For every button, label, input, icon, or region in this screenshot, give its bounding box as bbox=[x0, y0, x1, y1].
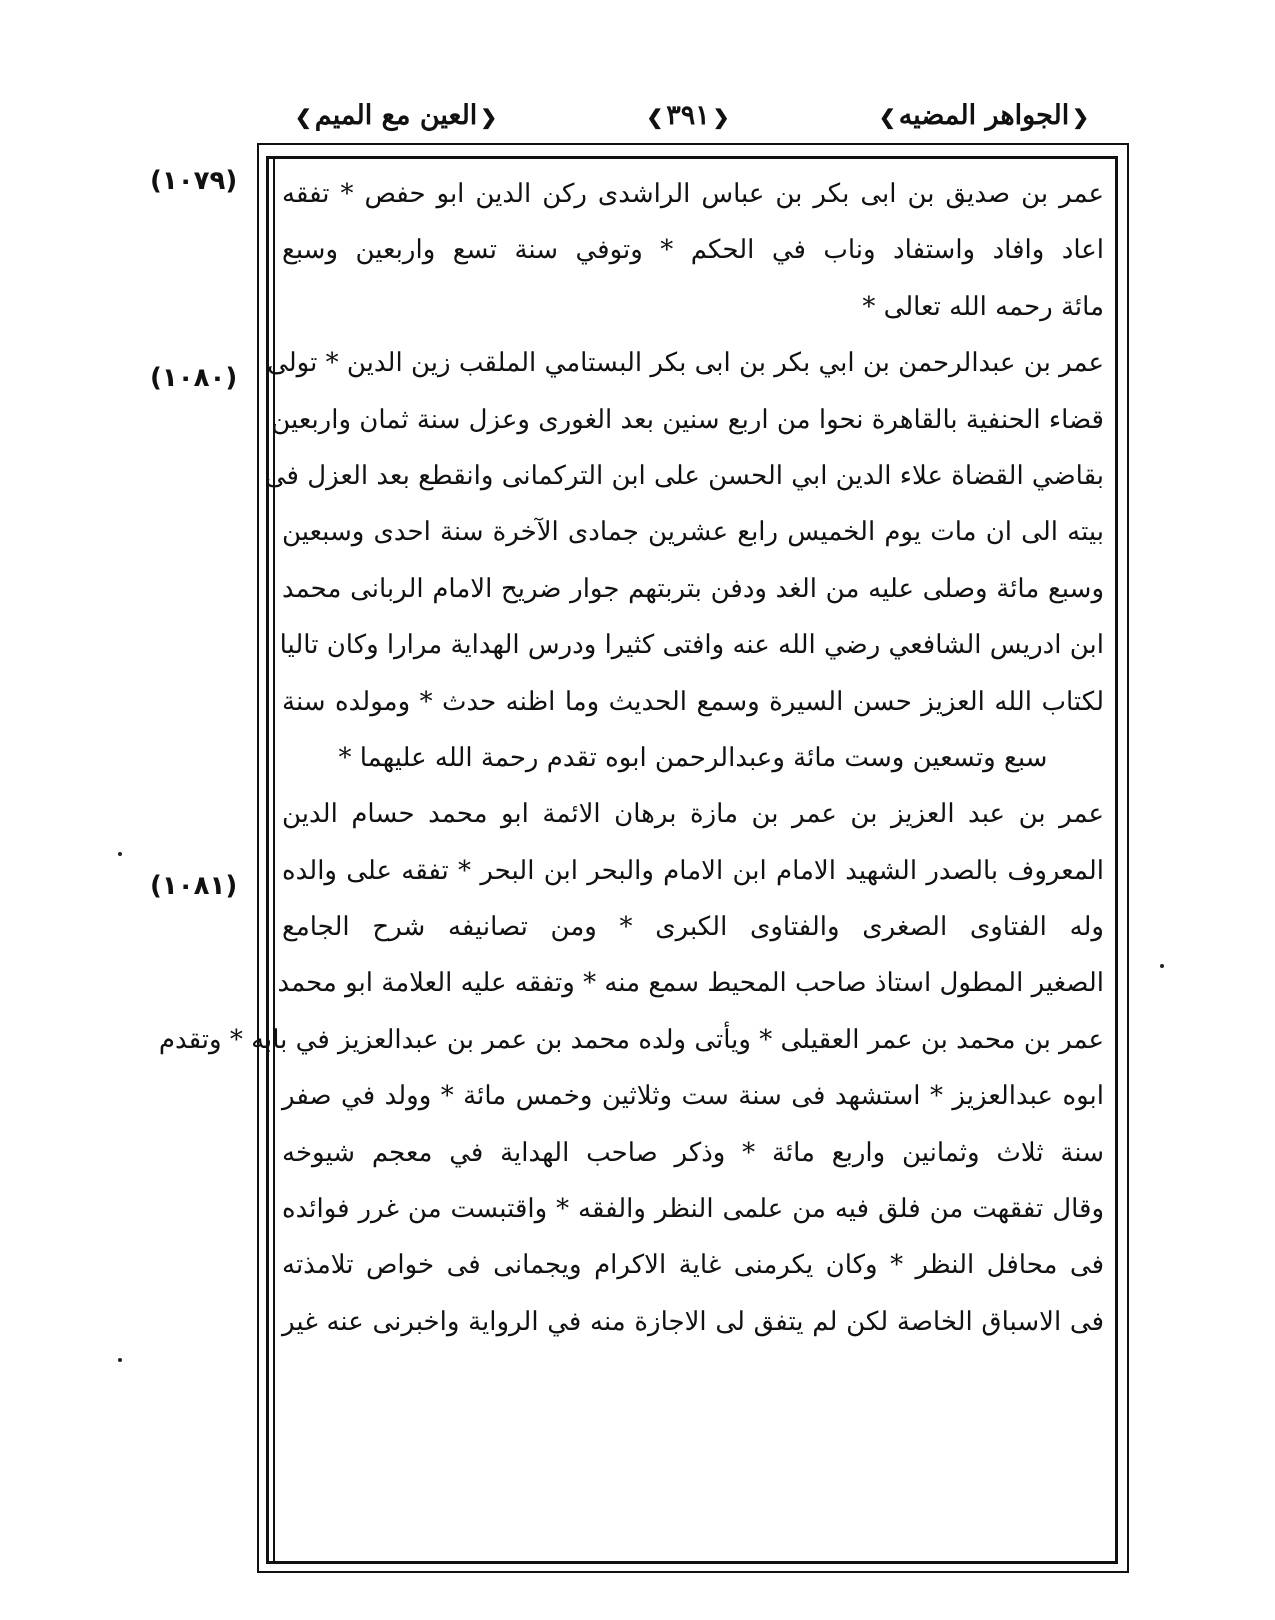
entry-number-1080: (١٠٨٠) bbox=[150, 363, 238, 393]
text-line: وقال تفقهت من فلق فيه من علمى النظر والفقه * واقتبست من غرر فوائده bbox=[282, 1194, 1104, 1225]
entry-1080 bbox=[264, 335, 1104, 786]
text-line: اعاد وافاد واستفاد وناب في الحكم * وتوفي سنة تسع واربعين وسبع bbox=[282, 235, 1104, 266]
text-line: عمر بن صديق بن ابى بكر بن عباس الراشدى ركن الدين ابو حفص * تفقه bbox=[282, 179, 1104, 209]
scan-speck bbox=[1160, 964, 1164, 968]
text-line: ابن ادريس الشافعي رضي الله عنه وافتى كثيرا ودرس الهداية مرارا وكان تاليا bbox=[279, 630, 1104, 661]
text-line: مائة رحمه الله تعالى * bbox=[862, 291, 1104, 322]
text-line: وله الفتاوى الصغرى والفتاوى الكبرى * ومن تصانيفه شرح الجامع bbox=[282, 912, 1104, 943]
header-book-title: ❮الجواهر المضيه❯ bbox=[878, 99, 1089, 131]
header-page-number: ❮٣٩١❯ bbox=[646, 99, 730, 131]
text-line: فى محافل النظر * وكان يكرمنى غاية الاكرام ويجمانى فى خواص تلامذته bbox=[282, 1250, 1104, 1281]
entry-number-1081: (١٠٨١) bbox=[150, 871, 238, 901]
text-line: عمر بن محمد بن عمر العقيلى * ويأتى ولده محمد بن عمر بن عبدالعزيز في بابه * وتقدم bbox=[158, 1024, 1104, 1055]
text-line: عمر بن عبدالرحمن بن ابي بكر بن ابى بكر البستامي الملقب زين الدين * تولى bbox=[267, 348, 1104, 379]
header-section-title: العين مع الميم bbox=[314, 99, 478, 131]
scan-speck bbox=[118, 852, 122, 856]
header-section: ❮العين مع الميم❯ bbox=[295, 99, 498, 131]
text-line: بقاضي القضاة علاء الدين ابي الحسن على ابن التركمانى وانقطع بعد العزل فى bbox=[264, 460, 1104, 491]
text-line: فى الاسباق الخاصة لكن لم يتفق لى الاجازة منه في الرواية واخبرنى عنه غير bbox=[282, 1306, 1104, 1337]
text-line: وسبع مائة وصلى عليه من الغد ودفن بتربتهم جوار ضريح الامام الربانى محمد bbox=[282, 573, 1104, 604]
running-header bbox=[292, 92, 1092, 138]
entry-1079 bbox=[282, 166, 1104, 335]
text-line: بيته الى ان مات يوم الخميس رابع عشرين جمادى الآخرة سنة احدى وسبعين bbox=[282, 517, 1104, 548]
text-line: سبع وتسعين وست مائة وعبدالرحمن ابوه تقدم رحمة الله عليهما * bbox=[338, 742, 1048, 773]
text-line: لكتاب الله العزيز حسن السيرة وسمع الحديث وما اظنه حدث * ومولده سنة bbox=[282, 686, 1104, 717]
scan-speck bbox=[118, 1358, 122, 1362]
text-line: الصغير المطول استاذ صاحب المحيط سمع منه * وتفقه عليه العلامة ابو محمد bbox=[277, 968, 1104, 999]
page-number: ٣٩١ bbox=[666, 99, 710, 131]
text-line: ابوه عبدالعزيز * استشهد فى سنة ست وثلاثين وخمس مائة * وولد في صفر bbox=[282, 1081, 1105, 1112]
text-line: المعروف بالصدر الشهيد الامام ابن الامام والبحر ابن البحر * تفقه على والده bbox=[282, 855, 1104, 886]
text-line: عمر بن عبد العزيز بن عمر بن مازة برهان الائمة ابو محمد حسام الدين bbox=[282, 799, 1104, 830]
entry-number-1079: (١٠٧٩) bbox=[150, 166, 238, 196]
book-title: الجواهر المضيه bbox=[898, 99, 1070, 131]
text-line: قضاء الحنفية بالقاهرة نحوا من اربع سنين بعد الغورى وعزل سنة ثمان واربعين bbox=[271, 404, 1104, 435]
text-line: سنة ثلاث وثمانين واربع مائة * وذكر صاحب الهداية في معجم شيوخه bbox=[282, 1137, 1104, 1168]
